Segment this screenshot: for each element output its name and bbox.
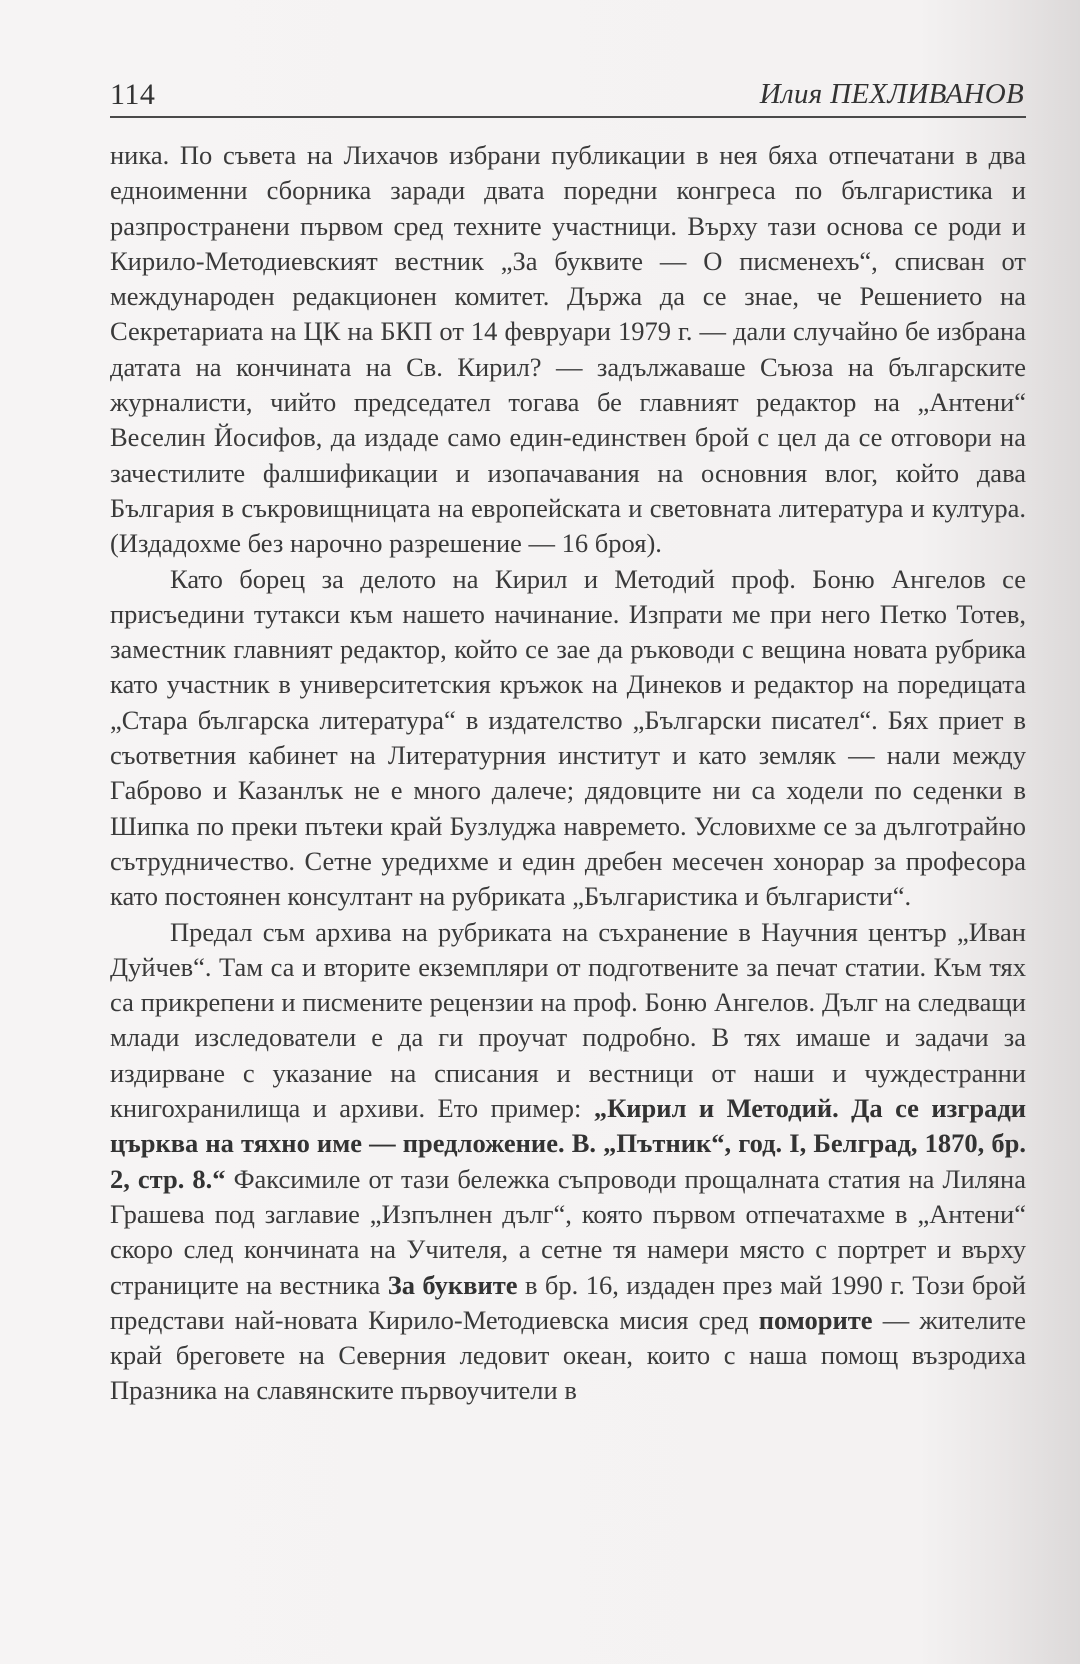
text-segment: Като борец за делото на Кирил и Методий проф. Боню Ангелов се присъедини тутакси към нашето начинание. Изпрати ме при него Петко Тотев, заместник главният редактор, който се зае да ръководи с вещина новата рубрика като участник в университетския кръжок на Динеков и редактор на поредицата „Стара българска литература“ в издателство „Български писател“. Бях приет в съответния кабинет на Литературния институт и като земляк — нали между Габрово и Казанлък не е много далече; дядовците ни са ходели по седенки в Шипка по преки пътеки край Бузлуджа навремето. Условихме се за дълготрайно сътрудничество. Сетне уредихме и един дребен месечен хонорар за професора като постоянен консултант на рубриката „Българистика и българисти“.	[110, 563, 1026, 912]
text-segment: ника. По съвета на Лихачов избрани публикации в нея бяха отпечатани в два едноименни сборника заради двата поредни конгреса по българистика и разпространени първом сред техните участници. Върху тази основа се роди и Кирило-Методиевският вестник „За буквите — О писменехъ“, списван от международен редакционен комитет. Държа да се знае, че Решението на Секретариата на ЦК на БКП от 14 февруари 1979 г. — дали случайно бе избрана датата на кончината на Св. Кирил? — задължаваше Съюза на българските журналисти, чийто председател тогава бе главният редактор на „Антени“ Веселин Йосифов, да издаде само един-единствен брой с цел да се отговори на зачестилите фалшификации и изопачавания на основния влог, който дава България в съкровищницата на европейската и световната литература и култура. (Издадохме без нарочно разрешение — 16 броя).	[110, 140, 1026, 559]
text-segment: Предал съм архива на рубриката на съхранение в Научния център „Иван Дуйчев“. Там са и вторите екземпляри от подготвените за печат статии. Към тях са прикрепени и писмените рецензии на проф. Боню Ангелов. Дълг на следващи млади изследователи е да ги проучат подробно. В тях имаше и задачи за издирване с указание на списания и вестници от наши и чуждестранни книгохранилища и архиви. Ето пример:	[110, 916, 1026, 1124]
running-head	[110, 76, 1026, 118]
paragraph	[110, 138, 1026, 562]
author-name: Илия ПЕХЛИВАНОВ	[759, 78, 1024, 110]
text-segment: в бр. 16, издаден през май 1990 г. Този брой представи най-новата Кирило-Методиевска мисия сред	[110, 1269, 1026, 1335]
text-segment: Факсимиле от тази бележка съпроводи прощалната статия на Лиляна Грашева под заглавие „Изпълнен дълг“, която първом отпечатахме в „Антени“ скоро след кончината на Учителя, а сетне тя намери място с портрет и върху страниците на вестника	[110, 1163, 1026, 1300]
page-number: 114	[110, 78, 156, 111]
paragraph	[110, 562, 1026, 915]
bold-text-segment: поморите	[758, 1304, 873, 1335]
body-text	[110, 138, 1026, 1409]
paragraph	[110, 915, 1026, 1409]
bold-text-segment: „Кирил и Методий. Да се изгради църква на тяхно име — предложение. В. „Пътник“, год. I, Белград, 1870, бр. 2, стр. 8.“	[110, 1093, 1027, 1194]
bold-text-segment: За буквите	[387, 1269, 518, 1300]
text-segment: — жителите край бреговете на Северния ледовит океан, които с наша помощ възродиха Празника на славянските първоучители в	[110, 1304, 1026, 1406]
